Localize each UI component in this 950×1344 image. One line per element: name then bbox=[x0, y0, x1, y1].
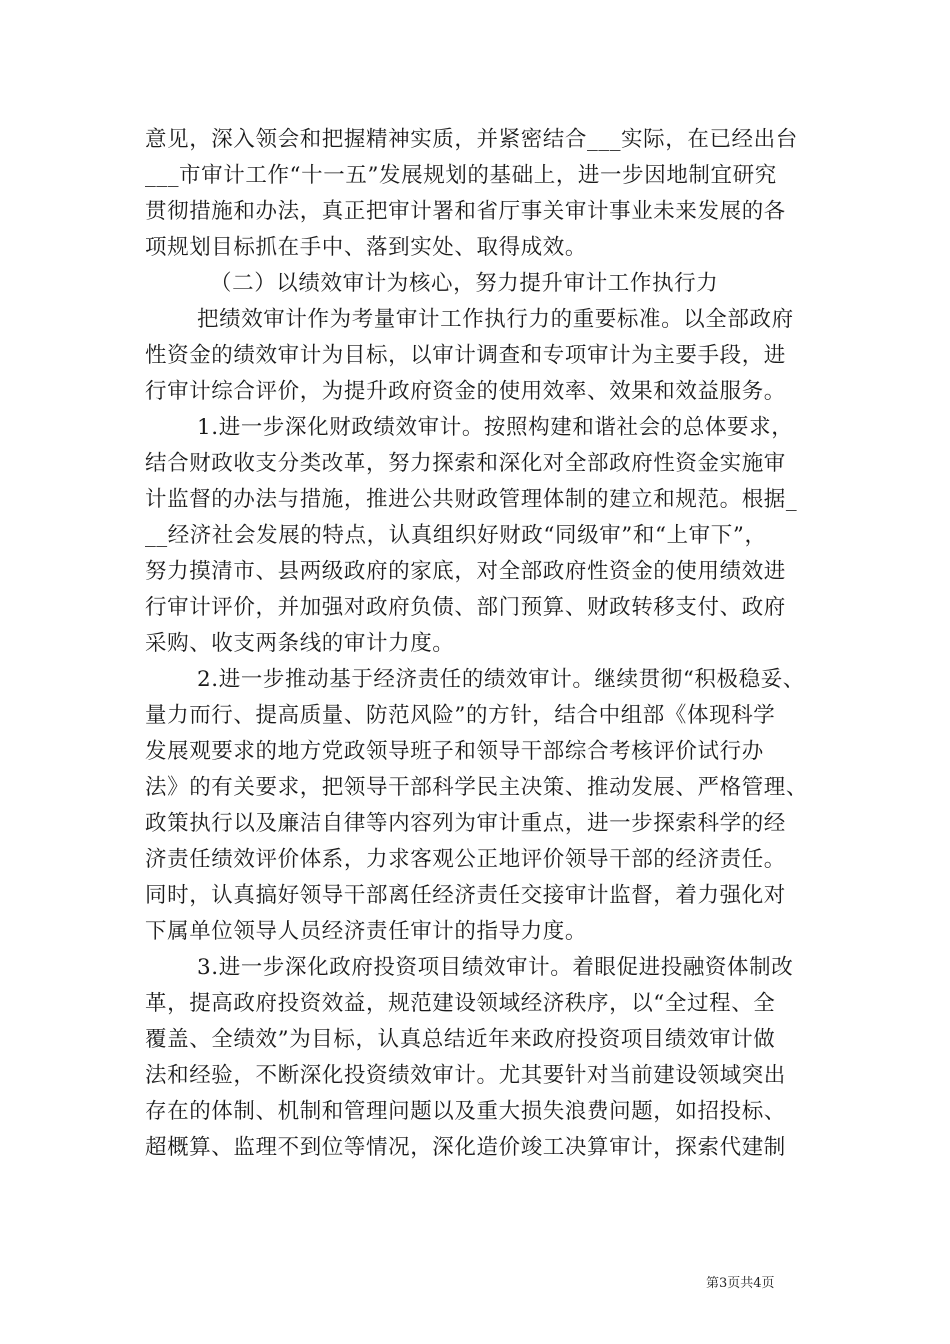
text-line: 行审计综合评价，为提升政府资金的使用效率、效果和效益服务。 bbox=[145, 379, 786, 404]
text-line: 行审计评价，并加强对政府负债、部门预算、财政转移支付、政府 bbox=[145, 595, 786, 620]
text-line: 下属单位领导人员经济责任审计的指导力度。 bbox=[145, 919, 588, 944]
text-line: 同时，认真搞好领导干部离任经济责任交接审计监督，着力强化对 bbox=[145, 883, 786, 908]
text-line: 济责任绩效评价体系，力求客观公正地评价领导干部的经济责任。 bbox=[145, 847, 786, 872]
text-line: 覆盖、全绩效”为目标，认真总结近年来政府投资项目绩效审计做 bbox=[145, 1027, 776, 1052]
text-line: ___市审计工作“十一五”发展规划的基础上，进一步因地制宜研究 bbox=[145, 163, 777, 188]
text-line: 量力而行、提高质量、防范风险”的方针，结合中组部《体现科学 bbox=[145, 703, 776, 728]
text-line: 意见，深入领会和把握精神实质，并紧密结合___实际，在已经出台 bbox=[145, 127, 798, 152]
text-line: 1.进一步深化财政绩效审计。按照构建和谐社会的总体要求， bbox=[197, 415, 794, 440]
text-line: 项规划目标抓在手中、落到实处、取得成效。 bbox=[145, 235, 588, 260]
text-line: 革，提高政府投资效益，规范建设领域经济秩序，以“全过程、全 bbox=[145, 991, 776, 1016]
text-line: 结合财政收支分类改革，努力探索和深化对全部政府性资金实施审 bbox=[145, 451, 786, 476]
text-line: 计监督的办法与措施，推进公共财政管理体制的建立和规范。根据_ bbox=[145, 487, 798, 512]
text-line: 3.进一步深化政府投资项目绩效审计。着眼促进投融资体制改 bbox=[197, 955, 794, 980]
text-line: __经济社会发展的特点，认真组织好财政“同级审”和“上审下”， bbox=[145, 523, 767, 548]
text-line: 2.进一步推动基于经济责任的绩效审计。继续贯彻“积极稳妥、 bbox=[197, 667, 805, 692]
text-line: 发展观要求的地方党政领导班子和领导干部综合考核评价试行办 bbox=[145, 739, 764, 764]
text-line: 存在的体制、机制和管理问题以及重大损失浪费问题，如招投标、 bbox=[145, 1099, 786, 1124]
text-line: 采购、收支两条线的审计力度。 bbox=[145, 631, 455, 656]
text-line: 法》的有关要求，把领导干部科学民主决策、推动发展、严格管理、 bbox=[145, 775, 809, 800]
text-line: 性资金的绩效审计为目标，以审计调查和专项审计为主要手段，进 bbox=[145, 343, 786, 368]
text-line: 贯彻措施和办法，真正把审计署和省厅事关审计事业未来发展的各 bbox=[145, 199, 786, 224]
text-line: 政策执行以及廉洁自律等内容列为审计重点，进一步探索科学的经 bbox=[145, 811, 786, 836]
text-line: 法和经验，不断深化投资绩效审计。尤其要针对当前建设领域突出 bbox=[145, 1063, 786, 1088]
page-number: 第3页共4页 bbox=[706, 1276, 775, 1291]
section-heading: （二）以绩效审计为核心，努力提升审计工作执行力 bbox=[210, 271, 719, 296]
text-line: 努力摸清市、县两级政府的家底，对全部政府性资金的使用绩效进 bbox=[145, 559, 786, 584]
text-line: 超概算、监理不到位等情况，深化造价竣工决算审计，探索代建制 bbox=[145, 1135, 786, 1160]
text-line: 把绩效审计作为考量审计工作执行力的重要标准。以全部政府 bbox=[197, 307, 794, 332]
